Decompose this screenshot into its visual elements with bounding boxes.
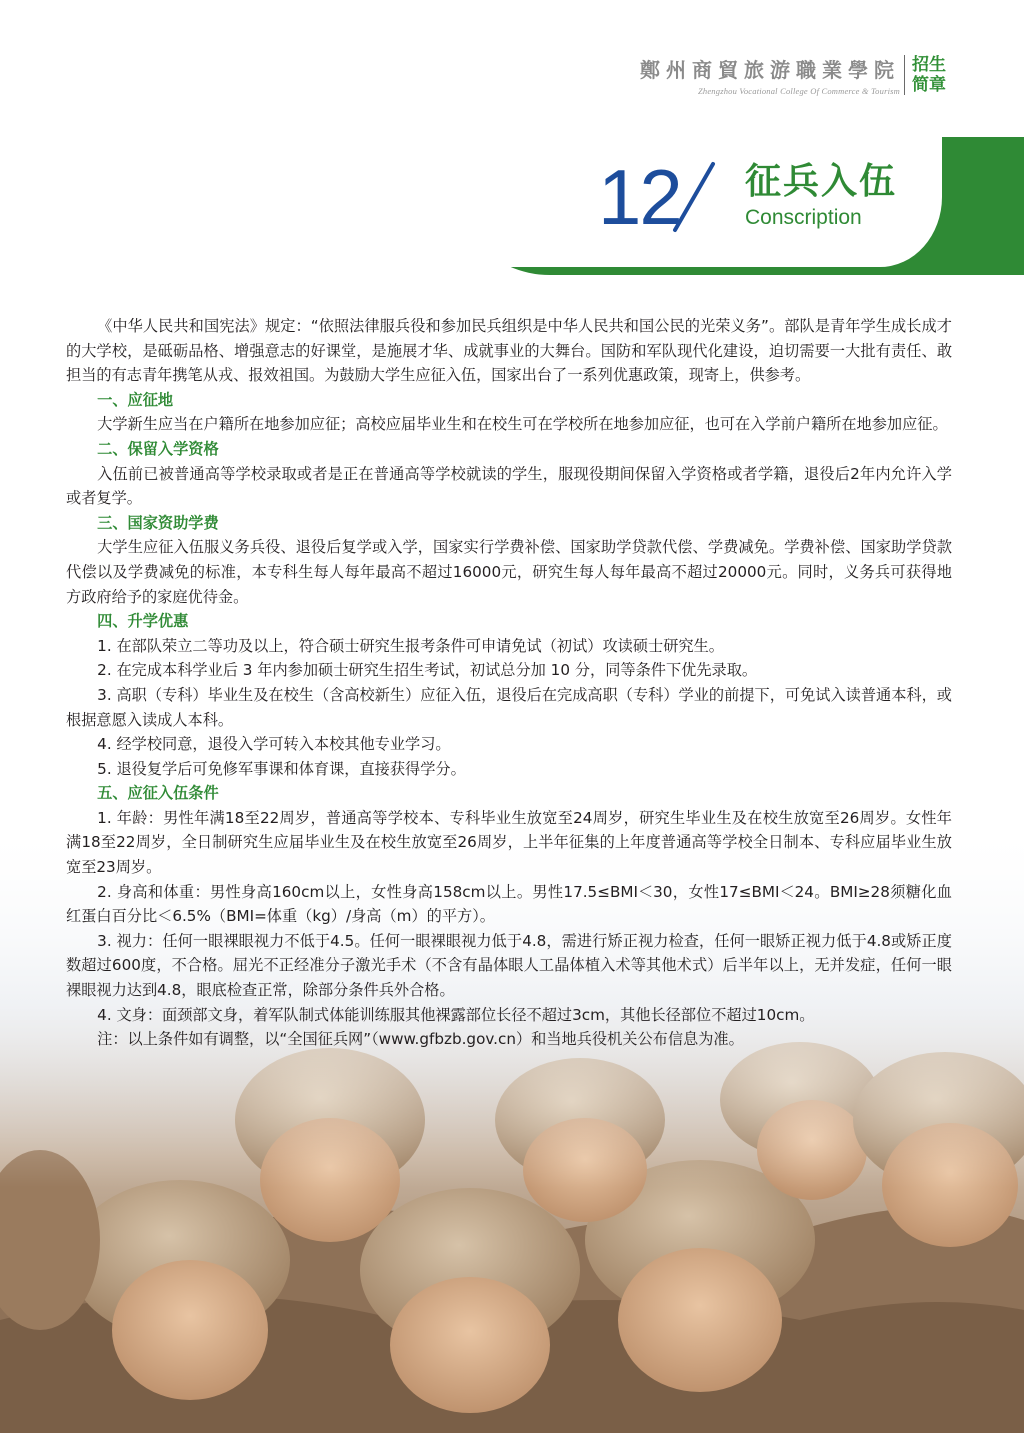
note-paragraph: 注：以上条件如有调整，以“全国征兵网”（www.gfbzb.gov.cn）和当地兵役机关公布信息为准。 <box>97 1030 744 1049</box>
brochure-label <box>912 55 956 95</box>
list-item: 3. 高职（专科）毕业生及在校生（含高校新生）应征入伍，退役后在完成高职（专科）学业的前提下，可免试入读普通本科，或根据意愿入读成人本科。 <box>66 685 952 729</box>
section-text-2: 入伍前已被普通高等学校录取或者是正在普通高等学校就读的学生，服现役期间保留入学资格或者学籍，退役后2年内允许入学或者复学。 <box>66 464 952 508</box>
section-text-3: 大学生应征入伍服义务兵役、退役后复学或入学，国家实行学费补偿、国家助学贷款代偿、学费减免。学费补偿、国家助学贷款代偿以及学费减免的标准，本专科生每人每年最高不超过16000元，研究生每人每年最高不超过20000元。同时，义务兵可获得地方政府给予的家庭优待金。 <box>66 538 952 606</box>
section-heading-2: 二、保留入学资格 <box>97 439 219 458</box>
college-name-en: Zhengzhou Vocational College Of Commerce & Tourism <box>697 86 900 96</box>
section-slash-icon <box>669 160 717 234</box>
section-title-en: Conscription <box>745 206 862 229</box>
list-item: 2. 身高和体重：男性身高160cm以上，女性身高158cm以上。男性17.5≤BMI＜30，女性17≤BMI＜24。BMI≥28须糖化血红蛋白百分比＜6.5%（BMI=体重（kg）/身高（m）的平方）。 <box>66 882 952 926</box>
intro-paragraph: 《中华人民共和国宪法》规定：“依照法律服兵役和参加民兵组织是中华人民共和国公民的光荣义务”。部队是青年学生成长成才的大学校，是砥砺品格、增强意志的好课堂，是施展才华、成就事业的大舞台。国防和军队现代化建设，迫切需要一大批有责任、敢担当的有志青年携笔从戎、报效祖国。为鼓励大学生应征入伍，国家出台了一系列优惠政策，现寄上，供参考。 <box>66 317 952 385</box>
list-item: 2. 在完成本科学业后 3 年内参加硕士研究生招生考试，初试总分加 10 分，同等条件下优先录取。 <box>97 661 758 680</box>
list-item: 5. 退役复学后可免修军事课和体育课，直接获得学分。 <box>97 759 466 778</box>
section-heading-5: 五、应征入伍条件 <box>97 784 219 803</box>
section-title-cn: 征兵入伍 <box>745 161 898 202</box>
section-number: 12 <box>598 153 681 241</box>
header-divider <box>904 55 905 95</box>
brochure-label-line1: 招生 <box>912 55 946 75</box>
section-heading-1: 一、应征地 <box>97 390 174 409</box>
brochure-label-line2: 简章 <box>912 75 946 95</box>
section-banner <box>440 137 1024 275</box>
section-heading-4: 四、升学优惠 <box>97 612 189 631</box>
list-item: 4. 经学校同意，退役入学可转入本校其他专业学习。 <box>97 735 451 754</box>
article-body <box>66 314 952 1052</box>
list-item: 4. 文身：面颈部文身，着军队制式体能训练服其他裸露部位长径不超过3cm，其他长径部位不超过10cm。 <box>97 1005 815 1024</box>
list-item: 1. 年龄：男性年满18至22周岁，普通高等学校本、专科毕业生放宽至24周岁，研究生毕业生及在校生放宽至26周岁。女性年满18至22周岁，全日制研究生应届毕业生及在校生放宽至26周岁，上半年征集的上年度普通高等学校全日制本、专科应届毕业生放宽至23周岁。 <box>66 808 952 877</box>
list-item: 1. 在部队荣立二等功及以上，符合硕士研究生报考条件可申请免试（初试）攻读硕士研究生。 <box>97 636 724 655</box>
section-text-1: 大学新生应当在户籍所在地参加应征；高校应届毕业生和在校生可在学校所在地参加应征，也可在入学前户籍所在地参加应征。 <box>97 415 948 434</box>
college-logo <box>630 54 900 96</box>
college-name-cn: 鄭州商貿旅游職業學院 <box>640 58 900 82</box>
section-heading-3: 三、国家资助学费 <box>97 513 219 532</box>
list-item: 3. 视力：任何一眼裸眼视力不低于4.5。任何一眼裸眼视力低于4.8，需进行矫正视力检查，任何一眼矫正视力低于4.8或矫正度数超过600度，不合格。屈光不正经准分子激光手术（不含有晶体眼人工晶体植入术等其他术式）后半年以上，无并发症，任何一眼裸眼视力达到4.8，眼底检查正常，除部分条件兵外合格。 <box>66 931 952 1000</box>
